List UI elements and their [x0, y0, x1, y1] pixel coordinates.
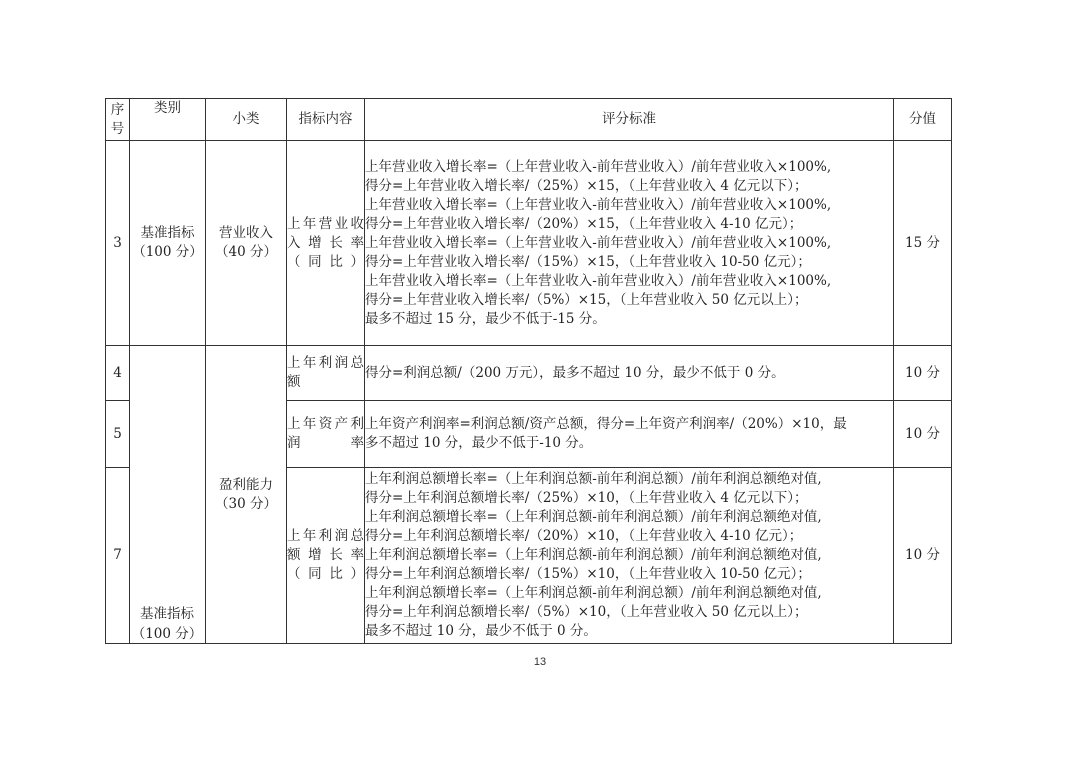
category-label-bottom: 基准指标（100 分）	[131, 606, 203, 642]
criteria-line: 得分=利润总额/（200 万元），最多不超过 10 分，最少不低于 0 分。	[365, 364, 785, 381]
header-criteria: 评分标准	[365, 99, 894, 141]
criteria-line: 得分=上年利润总额增长率/（5%）×10，（上年营业收入 50 亿元以上）；	[365, 604, 808, 620]
header-score: 分值	[894, 99, 952, 141]
row-seq: 7	[106, 468, 130, 644]
subcategory-text: 盈利能力（30 分）	[215, 476, 277, 512]
header-category: 类别	[130, 99, 206, 141]
criteria-line: 上年营业收入增长率=（上年营业收入-前年营业收入）/前年营业收入×100%,	[365, 272, 832, 289]
criteria-line: 得分=上年利润总额增长率/（25%）×10，（上年营业收入 4 亿元以下）；	[365, 490, 808, 506]
criteria-line: 最多不超过 15 分，最少不低于-15 分。	[365, 310, 606, 327]
header-subcategory: 小类	[206, 99, 287, 141]
criteria-line: 得分=上年营业收入增长率/（5%）×15，（上年营业收入 50 亿元以上）；	[365, 291, 808, 308]
row-criteria	[365, 468, 894, 644]
row-criteria	[365, 346, 894, 401]
row-seq: 3	[106, 141, 130, 346]
row-indicator	[287, 468, 365, 644]
row-indicator: 上年资产利润率	[287, 401, 365, 468]
criteria-line: 得分=上年营业收入增长率/（20%）×15，（上年营业收入 4-10 亿元）；	[365, 215, 803, 232]
row-subcategory	[206, 346, 287, 644]
row-seq: 5	[106, 401, 130, 468]
criteria-line: 得分=上年利润总额增长率/（15%）×10，（上年营业收入 10-50 亿元）；	[365, 566, 811, 582]
header-indicator: 指标内容	[287, 99, 365, 141]
criteria-line: 上年利润总额增长率=（上年利润总额-前年利润总额）/前年利润总额绝对值,	[365, 547, 822, 563]
row-criteria	[365, 141, 894, 346]
row-score: 10 分	[894, 468, 952, 644]
criteria-line: 得分=上年营业收入增长率/（25%）×15，（上年营业收入 4 亿元以下）；	[365, 177, 808, 194]
criteria-line: 多不超过 10 分，最少不低于-10 分。	[365, 435, 593, 451]
criteria-line: 上年营业收入增长率=（上年营业收入-前年营业收入）/前年营业收入×100%,	[365, 234, 832, 251]
table-row	[106, 346, 952, 401]
row-indicator: 上年营业收入增长率（同比）	[287, 141, 365, 346]
scoring-table	[105, 98, 952, 644]
criteria-line: 最多不超过 10 分，最少不低于 0 分。	[365, 623, 597, 639]
row-score: 10 分	[894, 346, 952, 401]
criteria-line: 上年营业收入增长率=（上年营业收入-前年营业收入）/前年营业收入×100%,	[365, 158, 832, 175]
table-header-row	[106, 99, 952, 141]
criteria-line: 上年利润总额增长率=（上年利润总额-前年利润总额）/前年利润总额绝对值,	[365, 509, 822, 525]
row-category-merged	[130, 346, 206, 644]
criteria-line: 得分=上年利润总额增长率/（20%）×10，（上年营业收入 4-10 亿元）；	[365, 528, 803, 544]
page-number: 13	[533, 656, 547, 668]
table-row	[106, 141, 952, 346]
row-subcategory: 营业收入（40 分）	[206, 141, 287, 346]
row-seq: 4	[106, 346, 130, 401]
criteria-line: 上年利润总额增长率=（上年利润总额-前年利润总额）/前年利润总额绝对值,	[365, 471, 822, 487]
row-category: 基准指标（100 分）	[130, 141, 206, 346]
indicator-text: 上年利润总额增长率（同比）	[287, 528, 364, 582]
row-score: 10 分	[894, 401, 952, 468]
criteria-line: 上年资产利润率=利润总额/资产总额，得分=上年资产利润率/（20%）×10，最	[365, 416, 847, 432]
row-indicator: 上年利润总额	[287, 346, 365, 401]
criteria-line: 上年利润总额增长率=（上年利润总额-前年利润总额）/前年利润总额绝对值,	[365, 585, 822, 601]
criteria-line: 得分=上年营业收入增长率/（15%）×15，（上年营业收入 10-50 亿元）；	[365, 253, 811, 270]
row-criteria	[365, 401, 894, 468]
criteria-line: 上年营业收入增长率=（上年营业收入-前年营业收入）/前年营业收入×100%,	[365, 196, 832, 213]
row-score: 15 分	[894, 141, 952, 346]
header-seq: 序号	[106, 99, 130, 141]
